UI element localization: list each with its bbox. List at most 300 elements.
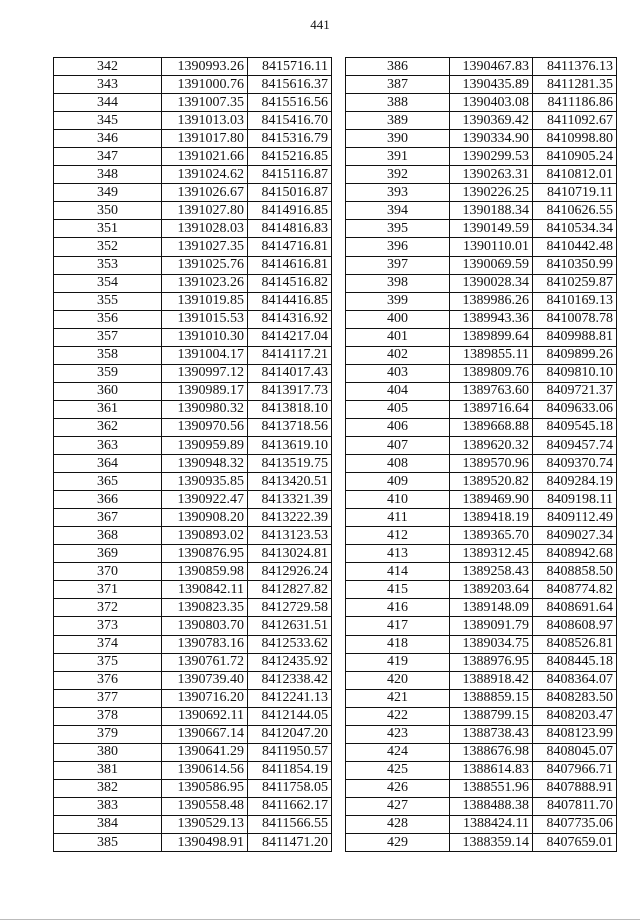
coordinate-y-cell: 8410078.78 [533,310,617,328]
point-number-cell: 363 [54,436,162,454]
table-row [54,130,332,148]
coordinate-y-cell: 8411566.55 [248,815,332,833]
table-row [346,148,617,166]
point-number-cell: 371 [54,581,162,599]
coordinate-y-cell: 8408203.47 [533,707,617,725]
table-row [54,509,332,527]
coordinate-x-cell: 1391015.53 [162,310,248,328]
table-row [346,617,617,635]
coordinate-x-cell: 1390299.53 [450,148,533,166]
table-row [54,635,332,653]
point-number-cell: 344 [54,94,162,112]
point-number-cell: 380 [54,743,162,761]
point-number-cell: 355 [54,292,162,310]
coordinate-y-cell: 8414516.82 [248,274,332,292]
coordinate-x-cell: 1390739.40 [162,671,248,689]
point-number-cell: 387 [346,76,450,94]
table-row [346,563,617,581]
point-number-cell: 401 [346,328,450,346]
coordinate-y-cell: 8408526.81 [533,635,617,653]
point-number-cell: 402 [346,346,450,364]
coordinate-x-cell: 1391019.85 [162,292,248,310]
coordinate-y-cell: 8414017.43 [248,364,332,382]
coordinate-x-cell: 1391024.62 [162,166,248,184]
coordinate-y-cell: 8407888.91 [533,779,617,797]
coordinate-y-cell: 8412047.20 [248,725,332,743]
coordinate-y-cell: 8413519.75 [248,455,332,473]
table-row [346,94,617,112]
point-number-cell: 392 [346,166,450,184]
coordinate-y-cell: 8412729.58 [248,599,332,617]
coordinate-x-cell: 1391023.26 [162,274,248,292]
table-row [346,743,617,761]
table-row [54,779,332,797]
point-number-cell: 383 [54,797,162,815]
coordinate-x-cell: 1390783.16 [162,635,248,653]
table-row [54,166,332,184]
point-number-cell: 428 [346,815,450,833]
coordinate-y-cell: 8410719.11 [533,184,617,202]
table-row [54,725,332,743]
point-number-cell: 377 [54,689,162,707]
table-row [346,400,617,418]
coordinate-x-cell: 1389418.19 [450,509,533,527]
coordinate-x-cell: 1391026.67 [162,184,248,202]
table-row [54,364,332,382]
point-number-cell: 411 [346,509,450,527]
coordinate-y-cell: 8409633.06 [533,400,617,418]
coordinate-x-cell: 1389716.64 [450,400,533,418]
coordinate-y-cell: 8410169.13 [533,292,617,310]
table-row [54,256,332,274]
coordinate-y-cell: 8408774.82 [533,581,617,599]
point-number-cell: 394 [346,202,450,220]
coordinate-y-cell: 8411662.17 [248,797,332,815]
coordinate-y-cell: 8411950.57 [248,743,332,761]
table-row [346,166,617,184]
table-row [54,238,332,256]
coordinate-x-cell: 1388424.11 [450,815,533,833]
coordinate-x-cell: 1390263.31 [450,166,533,184]
coordinate-y-cell: 8409545.18 [533,418,617,436]
coordinate-x-cell: 1390498.91 [162,834,248,852]
coordinate-x-cell: 1390922.47 [162,491,248,509]
coordinate-y-cell: 8407966.71 [533,761,617,779]
table-row [346,599,617,617]
table-row [346,797,617,815]
point-number-cell: 362 [54,418,162,436]
table-row [54,418,332,436]
coordinate-x-cell: 1391027.35 [162,238,248,256]
table-row [54,707,332,725]
coordinate-x-cell: 1389620.32 [450,436,533,454]
table-row [54,346,332,364]
table-row [346,418,617,436]
coordinate-y-cell: 8408942.68 [533,545,617,563]
point-number-cell: 414 [346,563,450,581]
coordinate-y-cell: 8411471.20 [248,834,332,852]
coordinate-y-cell: 8415416.70 [248,112,332,130]
table-row [54,599,332,617]
coordinate-y-cell: 8410812.01 [533,166,617,184]
coordinate-x-cell: 1390893.02 [162,527,248,545]
table-row [54,563,332,581]
coordinate-y-cell: 8409899.26 [533,346,617,364]
table-row [346,689,617,707]
coordinate-y-cell: 8414816.83 [248,220,332,238]
table-row [346,436,617,454]
coordinate-y-cell: 8410350.99 [533,256,617,274]
coordinate-x-cell: 1390586.95 [162,779,248,797]
point-number-cell: 397 [346,256,450,274]
table-row [346,761,617,779]
coordinate-y-cell: 8408691.64 [533,599,617,617]
table-row [346,112,617,130]
coordinate-x-cell: 1389148.09 [450,599,533,617]
table-row [54,797,332,815]
point-number-cell: 409 [346,473,450,491]
point-number-cell: 379 [54,725,162,743]
table-row [54,436,332,454]
table-row [346,292,617,310]
point-number-cell: 378 [54,707,162,725]
table-row [54,274,332,292]
table-row [346,635,617,653]
coordinate-x-cell: 1389899.64 [450,328,533,346]
point-number-cell: 427 [346,797,450,815]
table-row [346,346,617,364]
table-row [346,671,617,689]
coordinate-x-cell: 1391025.76 [162,256,248,274]
coordinate-x-cell: 1390993.26 [162,58,248,76]
coordinate-y-cell: 8412533.62 [248,635,332,653]
table-row [346,581,617,599]
point-number-cell: 395 [346,220,450,238]
coordinate-x-cell: 1390803.70 [162,617,248,635]
coordinate-x-cell: 1390997.12 [162,364,248,382]
point-number-cell: 350 [54,202,162,220]
coordinate-x-cell: 1389986.26 [450,292,533,310]
point-number-cell: 346 [54,130,162,148]
point-number-cell: 421 [346,689,450,707]
coordinate-x-cell: 1390641.29 [162,743,248,761]
coordinate-y-cell: 8412144.05 [248,707,332,725]
coordinate-y-cell: 8413718.56 [248,418,332,436]
coordinate-x-cell: 1390334.90 [450,130,533,148]
table-row [54,184,332,202]
point-number-cell: 343 [54,76,162,94]
table-row [346,491,617,509]
table-row [54,815,332,833]
coordinate-y-cell: 8415516.56 [248,94,332,112]
coordinate-y-cell: 8408123.99 [533,725,617,743]
table-row [346,455,617,473]
table-row [54,581,332,599]
point-number-cell: 348 [54,166,162,184]
table-row [346,274,617,292]
coordinate-x-cell: 1390614.56 [162,761,248,779]
coordinate-x-cell: 1388676.98 [450,743,533,761]
point-number-cell: 369 [54,545,162,563]
coordinate-y-cell: 8412241.13 [248,689,332,707]
coordinate-x-cell: 1389365.70 [450,527,533,545]
coordinate-y-cell: 8415216.85 [248,148,332,166]
coordinate-y-cell: 8412435.92 [248,653,332,671]
table-row [54,617,332,635]
coordinate-x-cell: 1390529.13 [162,815,248,833]
point-number-cell: 366 [54,491,162,509]
coordinate-x-cell: 1391013.03 [162,112,248,130]
coordinate-x-cell: 1388488.38 [450,797,533,815]
coordinate-y-cell: 8409198.11 [533,491,617,509]
coordinate-y-cell: 8408364.07 [533,671,617,689]
table-row [346,58,617,76]
coordinate-y-cell: 8412338.42 [248,671,332,689]
point-number-cell: 342 [54,58,162,76]
table-row [54,76,332,94]
coordinate-y-cell: 8407811.70 [533,797,617,815]
point-number-cell: 408 [346,455,450,473]
point-number-cell: 356 [54,310,162,328]
coordinate-x-cell: 1390667.14 [162,725,248,743]
table-row [54,400,332,418]
coordinate-y-cell: 8414316.92 [248,310,332,328]
coordinate-y-cell: 8411186.86 [533,94,617,112]
coordinate-y-cell: 8409370.74 [533,455,617,473]
coordinate-y-cell: 8409457.74 [533,436,617,454]
point-number-cell: 381 [54,761,162,779]
coordinate-y-cell: 8414217.04 [248,328,332,346]
coordinate-x-cell: 1388976.95 [450,653,533,671]
coordinate-x-cell: 1391004.17 [162,346,248,364]
table-row [346,220,617,238]
coordinate-y-cell: 8409112.49 [533,509,617,527]
coordinate-y-cell: 8415316.79 [248,130,332,148]
table-row [54,834,332,852]
coordinate-y-cell: 8414716.81 [248,238,332,256]
table-row [54,202,332,220]
coordinate-y-cell: 8411854.19 [248,761,332,779]
coordinate-x-cell: 1389034.75 [450,635,533,653]
coordinate-x-cell: 1388799.15 [450,707,533,725]
point-number-cell: 406 [346,418,450,436]
point-number-cell: 358 [54,346,162,364]
coordinate-x-cell: 1390369.42 [450,112,533,130]
coordinate-y-cell: 8415016.87 [248,184,332,202]
coordinate-x-cell: 1388359.14 [450,834,533,852]
table-row [346,815,617,833]
point-number-cell: 422 [346,707,450,725]
coordinate-y-cell: 8408608.97 [533,617,617,635]
coordinate-y-cell: 8409027.34 [533,527,617,545]
table-row [346,256,617,274]
point-number-cell: 361 [54,400,162,418]
point-number-cell: 347 [54,148,162,166]
point-number-cell: 376 [54,671,162,689]
table-row [346,130,617,148]
table-row [346,202,617,220]
point-number-cell: 413 [346,545,450,563]
coordinate-x-cell: 1390069.59 [450,256,533,274]
point-number-cell: 368 [54,527,162,545]
point-number-cell: 416 [346,599,450,617]
coordinate-x-cell: 1389312.45 [450,545,533,563]
table-row [54,328,332,346]
coordinate-x-cell: 1389570.96 [450,455,533,473]
table-row [346,184,617,202]
table-row [54,473,332,491]
coordinate-x-cell: 1388918.42 [450,671,533,689]
coordinate-x-cell: 1390908.20 [162,509,248,527]
table-row [346,834,617,852]
point-number-cell: 372 [54,599,162,617]
point-number-cell: 399 [346,292,450,310]
coordinate-y-cell: 8413024.81 [248,545,332,563]
coordinate-x-cell: 1389469.90 [450,491,533,509]
coordinate-y-cell: 8407659.01 [533,834,617,852]
coordinate-y-cell: 8410259.87 [533,274,617,292]
point-number-cell: 359 [54,364,162,382]
coordinate-y-cell: 8410905.24 [533,148,617,166]
coordinate-y-cell: 8410442.48 [533,238,617,256]
table-row [54,220,332,238]
coordinate-x-cell: 1390935.85 [162,473,248,491]
table-row [54,58,332,76]
point-number-cell: 418 [346,635,450,653]
point-number-cell: 412 [346,527,450,545]
coordinate-x-cell: 1390970.56 [162,418,248,436]
coordinate-x-cell: 1388859.15 [450,689,533,707]
table-row [54,292,332,310]
point-number-cell: 345 [54,112,162,130]
coordinate-y-cell: 8413222.39 [248,509,332,527]
coordinate-y-cell: 8414117.21 [248,346,332,364]
point-number-cell: 367 [54,509,162,527]
coordinate-x-cell: 1390188.34 [450,202,533,220]
coordinate-y-cell: 8413818.10 [248,400,332,418]
coordinate-y-cell: 8414616.81 [248,256,332,274]
coordinate-y-cell: 8411281.35 [533,76,617,94]
table-row [54,743,332,761]
coordinate-y-cell: 8409988.81 [533,328,617,346]
coordinate-y-cell: 8415716.11 [248,58,332,76]
point-number-cell: 398 [346,274,450,292]
point-number-cell: 429 [346,834,450,852]
table-row [346,509,617,527]
coordinate-y-cell: 8413321.39 [248,491,332,509]
coordinate-x-cell: 1390859.98 [162,563,248,581]
coordinate-y-cell: 8412631.51 [248,617,332,635]
coordinate-x-cell: 1390716.20 [162,689,248,707]
coordinate-x-cell: 1389943.36 [450,310,533,328]
coordinate-x-cell: 1390403.08 [450,94,533,112]
coordinate-x-cell: 1390876.95 [162,545,248,563]
coordinate-y-cell: 8411758.05 [248,779,332,797]
point-number-cell: 349 [54,184,162,202]
point-number-cell: 391 [346,148,450,166]
coordinate-y-cell: 8410998.80 [533,130,617,148]
coordinate-y-cell: 8410626.55 [533,202,617,220]
point-number-cell: 407 [346,436,450,454]
coordinate-x-cell: 1391007.35 [162,94,248,112]
coordinate-y-cell: 8410534.34 [533,220,617,238]
coordinates-table-right-body [346,58,617,852]
coordinate-x-cell: 1389091.79 [450,617,533,635]
table-row [54,545,332,563]
coordinate-x-cell: 1388738.43 [450,725,533,743]
point-number-cell: 405 [346,400,450,418]
coordinate-y-cell: 8411092.67 [533,112,617,130]
point-number-cell: 353 [54,256,162,274]
table-row [54,148,332,166]
coordinate-x-cell: 1388614.83 [450,761,533,779]
coordinate-x-cell: 1391028.03 [162,220,248,238]
table-row [54,653,332,671]
point-number-cell: 410 [346,491,450,509]
point-number-cell: 382 [54,779,162,797]
coordinate-y-cell: 8409284.19 [533,473,617,491]
coordinate-x-cell: 1391017.80 [162,130,248,148]
table-row [346,76,617,94]
coordinate-y-cell: 8415116.87 [248,166,332,184]
table-row [346,707,617,725]
point-number-cell: 352 [54,238,162,256]
table-row [54,455,332,473]
point-number-cell: 419 [346,653,450,671]
table-row [54,94,332,112]
table-row [346,725,617,743]
point-number-cell: 415 [346,581,450,599]
coordinate-x-cell: 1391027.80 [162,202,248,220]
point-number-cell: 390 [346,130,450,148]
table-row [346,653,617,671]
point-number-cell: 351 [54,220,162,238]
coordinate-x-cell: 1390467.83 [450,58,533,76]
table-row [346,382,617,400]
coordinate-x-cell: 1390761.72 [162,653,248,671]
point-number-cell: 370 [54,563,162,581]
coordinate-y-cell: 8411376.13 [533,58,617,76]
coordinates-table-left [53,57,332,852]
point-number-cell: 420 [346,671,450,689]
table-row [346,310,617,328]
point-number-cell: 424 [346,743,450,761]
coordinate-x-cell: 1390980.32 [162,400,248,418]
coordinate-y-cell: 8413619.10 [248,436,332,454]
coordinate-x-cell: 1390989.17 [162,382,248,400]
coordinate-y-cell: 8413420.51 [248,473,332,491]
table-row [346,328,617,346]
table-row [54,382,332,400]
point-number-cell: 403 [346,364,450,382]
coordinate-y-cell: 8408283.50 [533,689,617,707]
point-number-cell: 388 [346,94,450,112]
coordinate-y-cell: 8414916.85 [248,202,332,220]
point-number-cell: 373 [54,617,162,635]
point-number-cell: 396 [346,238,450,256]
point-number-cell: 404 [346,382,450,400]
page-number: 441 [310,17,330,32]
coordinate-x-cell: 1390435.89 [450,76,533,94]
point-number-cell: 386 [346,58,450,76]
table-row [54,761,332,779]
coordinate-y-cell: 8415616.37 [248,76,332,94]
table-row [346,473,617,491]
table-row [346,545,617,563]
coordinate-y-cell: 8412926.24 [248,563,332,581]
coordinate-y-cell: 8408045.07 [533,743,617,761]
point-number-cell: 389 [346,112,450,130]
